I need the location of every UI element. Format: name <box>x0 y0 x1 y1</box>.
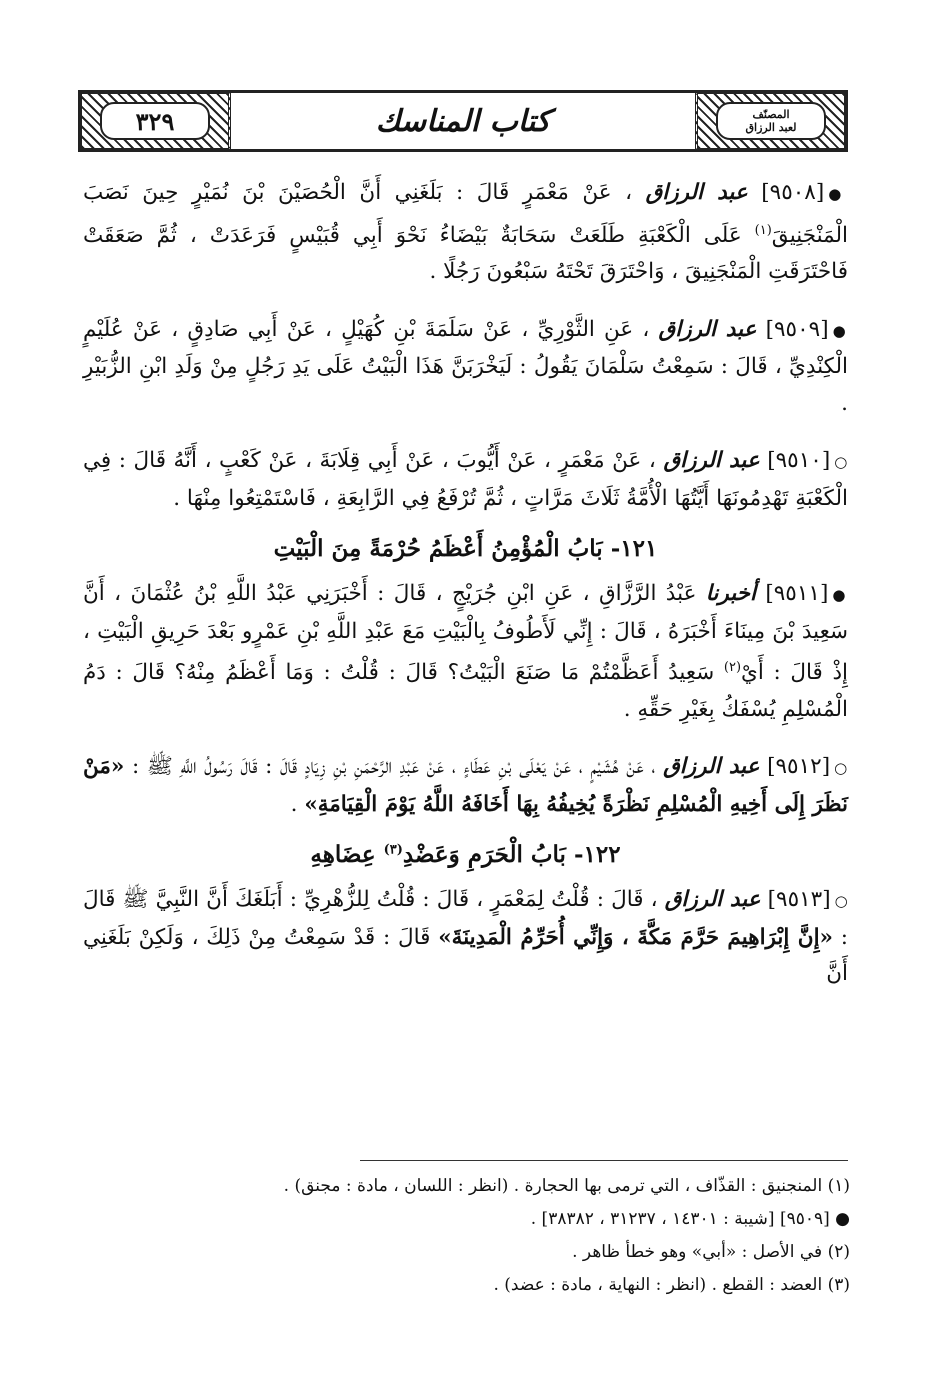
hadith-text-cont: عَلَى الْكَعْبَةِ طَلَعَتْ سَحَابَةٌ بَيْضَاءُ نَحْوَ أَبِي قُبَيْسٍ فَرَعَدَتْ ، ثُمَّ صَعَقَتْ فَاحْتَرَقَتِ الْمَنْجَنِيقَ ، وَاحْتَرَقَ تَحْتَهُ سَبْعُونَ رَجُلًا . <box>83 222 848 285</box>
narrator-tag: عبد الرزاق <box>664 887 761 913</box>
hadith-text: ، عَنِ الثَّوْرِيِّ ، عَنْ سَلَمَةَ بْنِ كُهَيْلٍ ، عَنْ أَبِي صَادِقٍ ، عَنْ عُلَيْمٍ الْكِنْدِيِّ ، قَالَ : سَمِعْتُ سَلْمَانَ يَقُولُ : لَيَخْرَبَنَّ هَذَا الْبَيْتُ عَلَى يَدِ رَجُلٍ مِنْ وَلَدِ ابْنِ الزُّبَيْرِ . <box>83 316 848 416</box>
main-text <box>83 175 848 993</box>
seal-line-1: المصنّف <box>752 108 790 121</box>
hadith-number: [٩٥١٢] <box>767 754 831 780</box>
hadith-9510 <box>83 443 848 517</box>
hadith-9513 <box>83 882 848 993</box>
seal-line-2: لعبد الرزاق <box>745 121 797 134</box>
narrator-tag: عبد الرزاق <box>663 448 760 474</box>
hadith-text-cont: . <box>290 791 298 817</box>
footnote-divider <box>360 1160 848 1161</box>
footnote-1: (١) المنجنيق : القذّاف ، التي ترمى بها الحجارة . (انظر : اللسان ، مادة : مجنق) . <box>283 1176 850 1196</box>
prophetic-quote: «مَنْ نَظَرَ إِلَى أَخِيهِ الْمُسْلِمِ نَظْرَةً يُخِيفُهُ بِهَا أَخَافَهُ اللَّهُ يَوْمَ الْقِيَامَةِ» <box>83 754 848 817</box>
footnote-3: (٣) العضد : القطع . (انظر : النهاية ، مادة : عضد) . <box>493 1275 850 1295</box>
page-number-ornament <box>81 93 231 149</box>
hadith-text-cont: قَالَ : قَدْ سَمِعْتُ مِنْ ذَلِكَ ، وَلَكِنْ بَلَغَنِي أَنَّ <box>83 924 848 987</box>
source-reference: ● [٩٥٠٩] [شيبة : ١٤٣٠١ ، ٣١٢٣٧ ، ٣٨٣٨٢] . <box>530 1209 850 1229</box>
narrator-tag: عبد الرزاق <box>658 316 757 342</box>
chapter-heading-121: ١٢١- بَابُ الْمُؤْمِنُ أَعْظَمُ حُرْمَةً مِنَ الْبَيْتِ <box>273 535 658 563</box>
chapter-title-end: عِضَاهِهِ <box>310 841 376 869</box>
hadith-text-cont: سَعِيدُ أَعَظَّمْتُمْ مَا صَنَعَ الْبَيْتُ؟ قَالَ : قُلْتُ : وَمَا أَعْظَمُ مِنْهُ؟ قَالَ : دَمُ الْمُسْلِمِ يُسْفَكُ بِغَيْرِ حَقِّهِ . <box>83 660 848 722</box>
hadith-text: ، قَالَ : قُلْتُ لِمَعْمَرٍ ، قَالَ : قُلْتُ لِلزُّهْرِيِّ : أَبَلَغَكَ أَنَّ النَّبِيَّ ﷺ قَالَ : <box>83 887 849 950</box>
narrator-tag: أخبرنا <box>705 581 756 607</box>
hadith-9511 <box>83 576 848 728</box>
book-seal <box>716 102 826 140</box>
hadith-number: [٩٥٠٩] <box>765 316 829 342</box>
hadith-mark: ● <box>832 586 848 605</box>
hadith-mark: ● <box>828 185 848 203</box>
hadith-text: ، عَنْ مَعْمَرٍ قَالَ : بَلَغَنِي أَنَّ الْحُصَيْنَ بْنَ نُمَيْرٍ حِينَ نَصَبَ الْمَنْجَنِيقَ <box>83 180 849 248</box>
hadith-number: [٩٥٠٨] <box>761 180 825 205</box>
hadith-mark: ● <box>832 321 849 340</box>
hadith-9509 <box>83 312 848 423</box>
hadith-number: [٩٥١١] <box>765 581 829 607</box>
hadith-mark: ○ <box>834 759 848 778</box>
hadith-mark: ○ <box>834 892 848 911</box>
page-header <box>78 90 848 152</box>
chapter-title: ١٢٢- بَابُ الْحَرَمِ وَعَضْدِ <box>402 841 621 869</box>
narrator-tag: عبد الرزاق <box>663 754 760 780</box>
book-seal-ornament <box>695 93 845 149</box>
footnote-ref: (١) <box>754 222 772 238</box>
hadith-number: [٩٥١٣] <box>767 887 831 913</box>
hadith-9512 <box>83 749 848 823</box>
hadith-text: ، عَنْ مَعْمَرٍ ، عَنْ أَيُّوبَ ، عَنْ أَبِي قِلَابَةَ ، عَنْ كَعْبٍ ، أَنَّهُ قَالَ : فِي الْكَعْبَةِ تَهْدِمُونَهَا أَيَّتُهَا الْأُمَّةُ ثَلَاثَ مَرَّاتٍ ، ثُمَّ تُرْفَعُ فِي الرَّابِعَةِ ، فَاسْتَمْتِعُوا مِنْهَا . <box>83 448 848 511</box>
chapter-heading-122 <box>83 841 848 868</box>
page-number: ٣٢٩ <box>100 102 210 140</box>
hadith-mark: ○ <box>834 453 849 472</box>
narrator-tag: عبد الرزاق <box>645 180 748 205</box>
prophetic-quote: «إِنَّ إِبْرَاهِيمَ حَرَّمَ مَكَّةَ ، وَإِنِّي أُحَرِّمُ الْمَدِينَةَ» <box>438 924 833 950</box>
hadith-text: ، عَنْ هُشَيْمٍ ، عَنْ يَعْلَى بْنِ عَطَاءٍ ، عَنْ عَبْدِ الرَّحْمَنِ بْنِ زِيَادٍ قَالَ : قَالَ رَسُولُ اللَّهِ ﷺ : <box>131 754 656 780</box>
book-title: كتاب المناسك <box>375 103 551 139</box>
hadith-number: [٩٥١٠] <box>767 448 831 474</box>
footnote-ref: (٢) <box>723 660 742 676</box>
footnotes <box>90 1170 850 1302</box>
footnote-ref: (٣) <box>383 842 403 858</box>
hadith-9508 <box>83 175 848 291</box>
footnote-2: (٢) في الأصل : «أبي» وهو خطأ ظاهر . <box>572 1242 850 1262</box>
hadith-text: عَبْدُ الرَّزَّاقِ ، عَنِ ابْنِ جُرَيْجٍ ، قَالَ : أَخْبَرَنِي عَبْدُ اللَّهِ بْنُ عُثْمَانَ ، أَنَّ سَعِيدَ بْنَ مِينَاءَ أَخْبَرَهُ ، قَالَ : إِنِّي لَأَطُوفُ بِالْبَيْتِ مَعَ عَبْدِ اللَّهِ بْنِ عَمْرٍو بَعْدَ حَرِيقِ الْبَيْتِ ، إِذْ قَالَ : أَيْ <box>83 581 848 686</box>
